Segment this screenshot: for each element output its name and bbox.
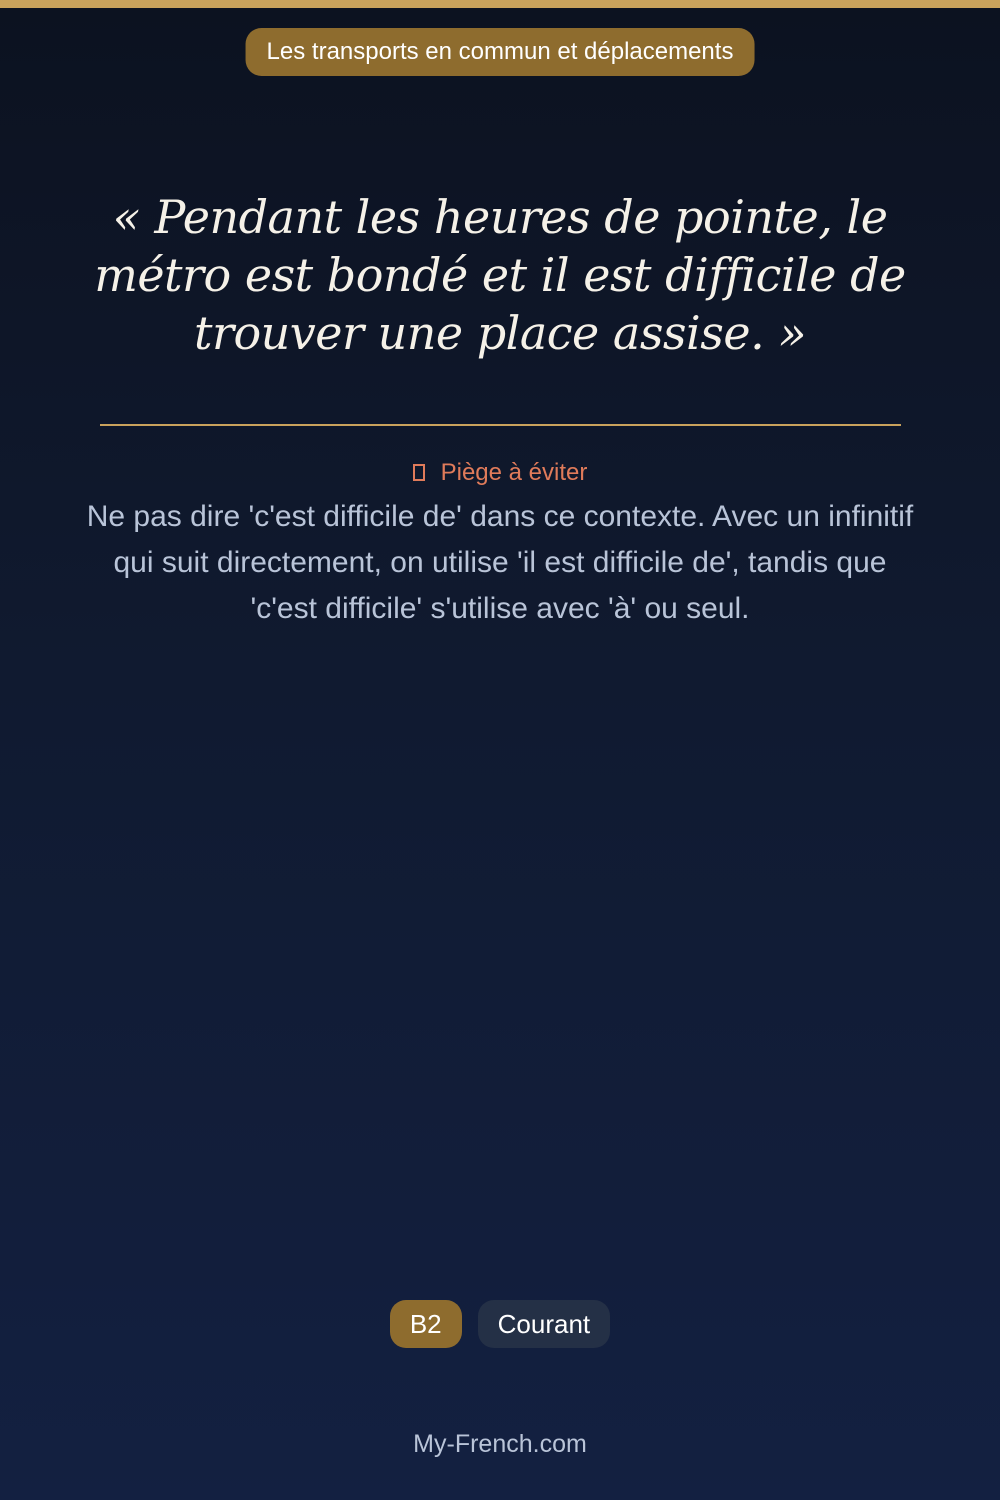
pitfall-title: Piège à éviter [440,459,588,486]
pitfall-header [0,458,1000,488]
site-footer: My-French.com [413,1430,587,1458]
pitfall-explanation: Ne pas dire 'c'est difficile de' dans ce contexte. Avec un infinitif qui suit directement, on utilise 'il est difficile de', tandis que 'c'est difficile' s'utilise avec 'à' ou seul. [86,500,914,625]
warning-icon [413,464,425,481]
register-badge: Courant [478,1300,611,1348]
tag-list [0,1300,1000,1348]
topic-badge: Les transports en commun et déplacements [246,28,755,76]
example-quote: « Pendant les heures de pointe, le métro est bondé et il est difficile de trouver une place assise. » [94,190,906,360]
top-accent-bar [0,0,1000,8]
divider [100,424,901,426]
level-badge: B2 [390,1300,462,1348]
